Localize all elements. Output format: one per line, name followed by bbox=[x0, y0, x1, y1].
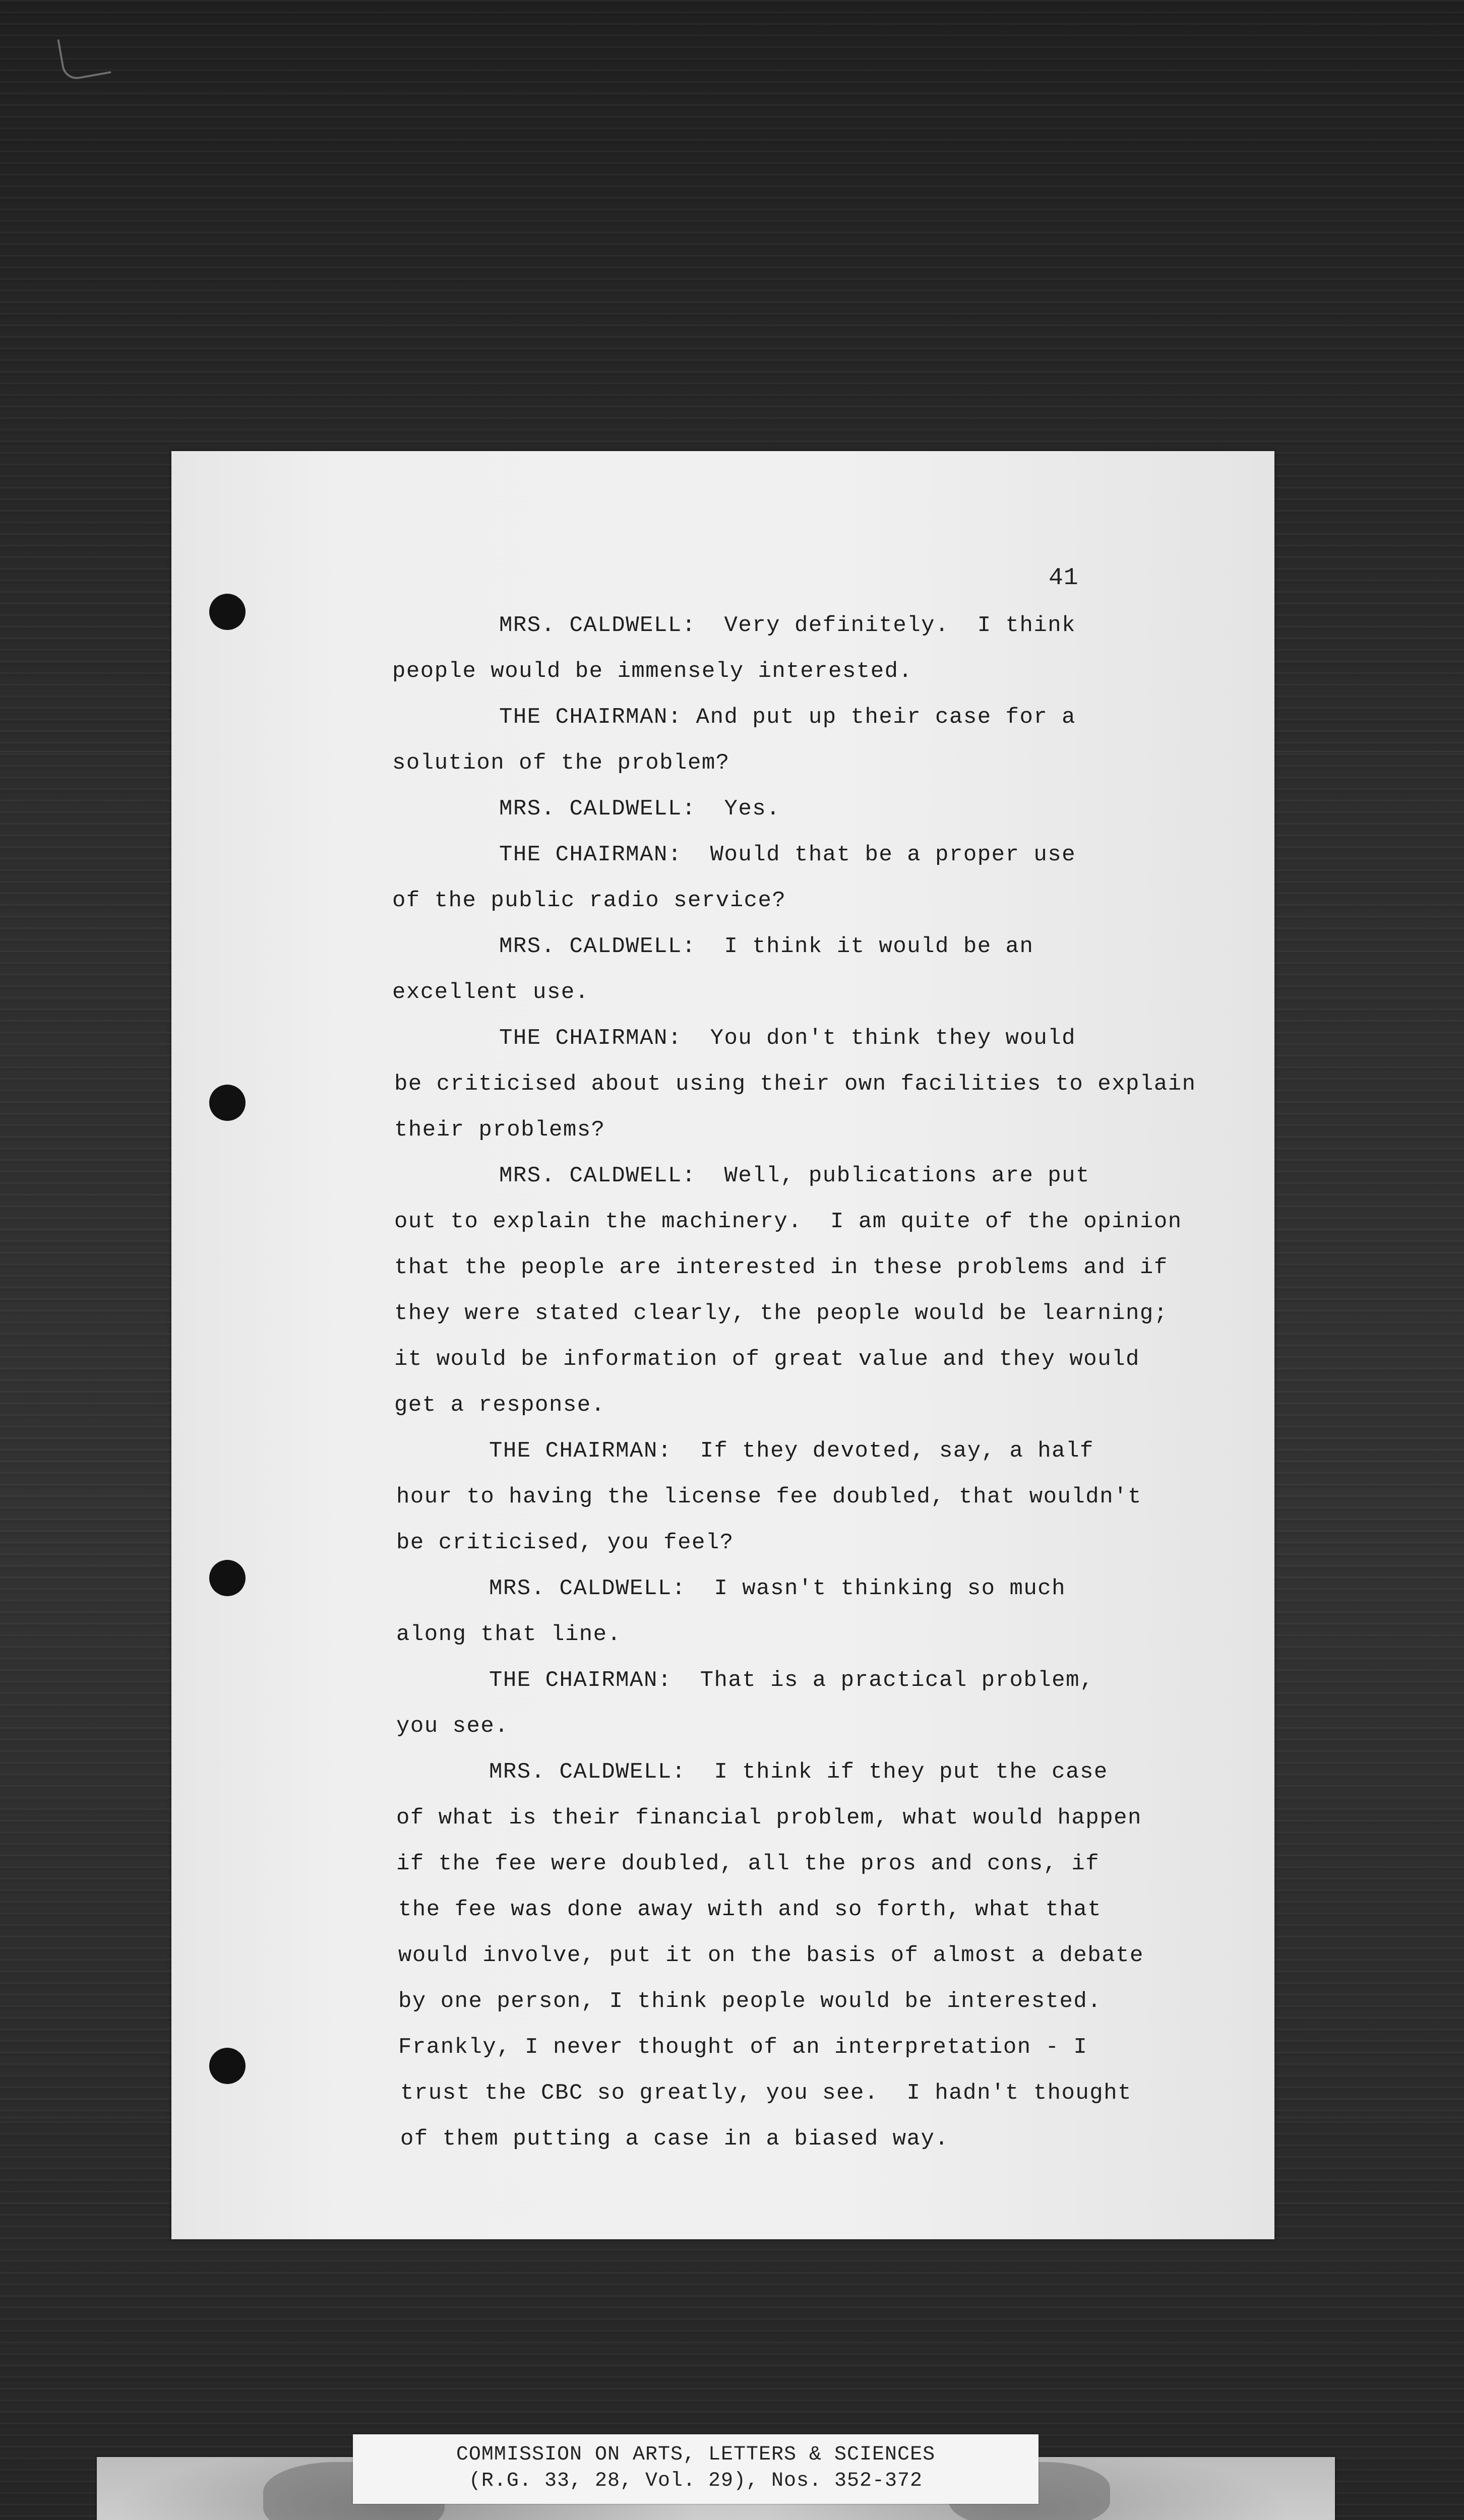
text-line: MRS. CALDWELL: I think it would be an bbox=[499, 934, 1034, 959]
text-line: would involve, put it on the basis of almost a debate bbox=[398, 1943, 1144, 1968]
text-line: by one person, I think people would be interested. bbox=[398, 1989, 1102, 2014]
text-line: they were stated clearly, the people would be learning; bbox=[394, 1301, 1168, 1326]
text-line: their problems? bbox=[394, 1117, 605, 1143]
text-line: THE CHAIRMAN: That is a practical problem, bbox=[489, 1668, 1094, 1693]
text-line: get a response. bbox=[394, 1393, 605, 1418]
text-line: be criticised about using their own facilities to explain bbox=[394, 1072, 1196, 1097]
transcript-text bbox=[171, 451, 1274, 2239]
text-line: along that line. bbox=[396, 1622, 622, 1647]
film-scratch-mark bbox=[57, 31, 111, 81]
text-line: people would be immensely interested. bbox=[392, 659, 913, 684]
text-line: hour to having the license fee doubled, that wouldn't bbox=[396, 1484, 1142, 1509]
text-line: excellent use. bbox=[392, 980, 589, 1005]
collection-tag bbox=[353, 2434, 1039, 2504]
text-line: MRS. CALDWELL: I wasn't thinking so much bbox=[489, 1576, 1066, 1601]
text-line: MRS. CALDWELL: Yes. bbox=[499, 796, 781, 822]
text-line: of them putting a case in a biased way. bbox=[400, 2126, 949, 2152]
collection-tag-line-2: (R.G. 33, 28, Vol. 29), Nos. 352-372 bbox=[468, 2470, 923, 2492]
text-line: you see. bbox=[396, 1714, 509, 1739]
text-line: if the fee were doubled, all the pros and cons, if bbox=[396, 1851, 1100, 1876]
page-number: 41 bbox=[1049, 564, 1079, 592]
text-line: the fee was done away with and so forth, what that bbox=[398, 1897, 1102, 1922]
text-line: that the people are interested in these problems and if bbox=[394, 1255, 1168, 1280]
text-line: be criticised, you feel? bbox=[396, 1530, 734, 1555]
text-line: MRS. CALDWELL: Well, publications are put bbox=[499, 1163, 1090, 1188]
collection-tag-line-1: COMMISSION ON ARTS, LETTERS & SCIENCES bbox=[456, 2443, 936, 2466]
text-line: MRS. CALDWELL: I think if they put the case bbox=[489, 1759, 1108, 1785]
text-line: it would be information of great value and they would bbox=[394, 1347, 1140, 1372]
text-line: THE CHAIRMAN: Would that be a proper use bbox=[499, 842, 1076, 867]
text-line: out to explain the machinery. I am quite of the opinion bbox=[394, 1209, 1182, 1234]
text-line: THE CHAIRMAN: If they devoted, say, a half bbox=[489, 1438, 1094, 1464]
text-line: of what is their financial problem, what would happen bbox=[396, 1805, 1142, 1831]
text-line: trust the CBC so greatly, you see. I hadn't thought bbox=[400, 2081, 1132, 2106]
text-line: THE CHAIRMAN: And put up their case for a bbox=[499, 705, 1076, 730]
transcript-page bbox=[171, 451, 1274, 2239]
text-line: of the public radio service? bbox=[392, 888, 786, 913]
text-line: Frankly, I never thought of an interpretation - I bbox=[398, 2035, 1088, 2060]
text-line: THE CHAIRMAN: You don't think they would bbox=[499, 1026, 1076, 1051]
text-line: solution of the problem? bbox=[392, 750, 730, 776]
film-scratch bbox=[0, 2344, 1464, 2345]
text-line: MRS. CALDWELL: Very definitely. I think bbox=[499, 613, 1076, 638]
